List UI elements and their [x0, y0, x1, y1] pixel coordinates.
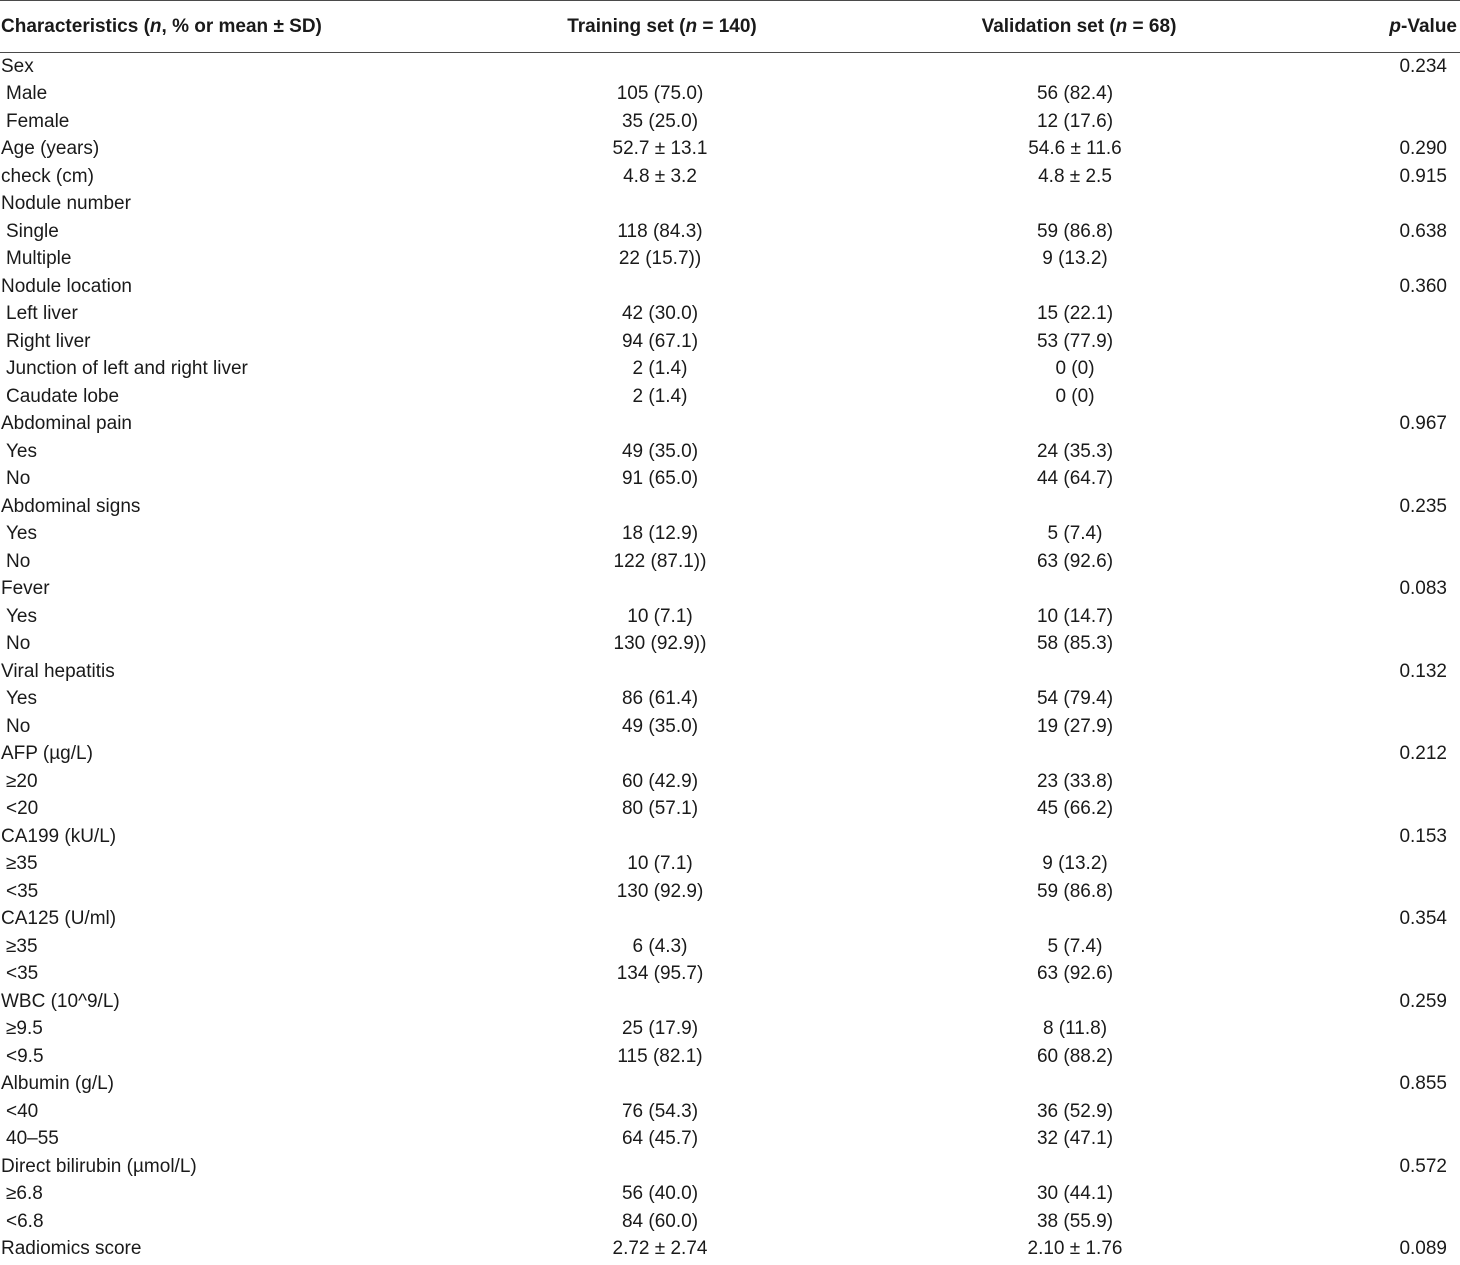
validation-value: 38 (55.9) [1036, 1210, 1114, 1232]
table-row [0, 768, 1460, 796]
training-value: 25 (17.9) [621, 1018, 699, 1040]
table-row [0, 878, 1460, 906]
table-row [0, 823, 1460, 851]
table-row [0, 1236, 1460, 1264]
table-header [0, 1, 1460, 52]
row-label: No [6, 633, 31, 655]
table-row [0, 493, 1460, 521]
table-row [0, 851, 1460, 879]
training-value: 2 (1.4) [632, 385, 688, 407]
validation-value: 63 (92.6) [1036, 550, 1114, 572]
training-value: 84 (60.0) [621, 1210, 699, 1232]
row-label: No [6, 715, 31, 737]
row-label: <20 [6, 798, 39, 820]
table-row [0, 603, 1460, 631]
training-value: 91 (65.0) [621, 468, 699, 490]
training-value: 94 (67.1) [621, 330, 699, 352]
row-label: Right liver [6, 330, 91, 352]
p-value: 0.089 [1399, 1238, 1447, 1260]
table-row [0, 328, 1460, 356]
validation-value: 36 (52.9) [1036, 1100, 1114, 1122]
validation-value: 54 (79.4) [1036, 688, 1114, 710]
row-label: ≥6.8 [6, 1183, 43, 1205]
table-row [0, 411, 1460, 439]
row-label: Male [6, 83, 48, 105]
validation-value: 9 (13.2) [1042, 853, 1108, 875]
table-row [0, 246, 1460, 274]
table-row [0, 631, 1460, 659]
row-label: CA199 (kU/L) [1, 825, 117, 847]
table-row [0, 356, 1460, 384]
table-row [0, 1043, 1460, 1071]
table-row [0, 163, 1460, 191]
training-value: 22 (15.7)) [618, 248, 702, 270]
row-label: No [6, 468, 31, 490]
training-value: 122 (87.1)) [613, 550, 707, 572]
table-row [0, 136, 1460, 164]
training-value: 52.7 ± 13.1 [612, 138, 708, 160]
table-row [0, 466, 1460, 494]
row-label: Albumin (g/L) [1, 1073, 114, 1095]
table-row [0, 521, 1460, 549]
table-row [0, 576, 1460, 604]
header-characteristics: Characteristics (n, % or mean ± SD) [1, 15, 322, 37]
row-label: Multiple [6, 248, 72, 270]
validation-value: 2.10 ± 1.76 [1027, 1238, 1123, 1260]
table-row [0, 191, 1460, 219]
row-label: Nodule number [1, 193, 131, 215]
row-label: Yes [6, 523, 37, 545]
training-value: 64 (45.7) [621, 1128, 699, 1150]
row-label: ≥35 [6, 935, 38, 957]
p-value: 0.290 [1399, 138, 1447, 160]
validation-value: 60 (88.2) [1036, 1045, 1114, 1067]
table-row [0, 741, 1460, 769]
row-label: Radiomics score [1, 1238, 142, 1260]
training-value: 35 (25.0) [621, 110, 699, 132]
row-label: <35 [6, 963, 39, 985]
table-row [0, 301, 1460, 329]
p-value: 0.572 [1399, 1155, 1447, 1177]
header-validation-set: Validation set (n = 68) [981, 15, 1177, 37]
row-label: Fever [1, 578, 50, 600]
table-row [0, 988, 1460, 1016]
table-row [0, 1153, 1460, 1181]
table-row [0, 906, 1460, 934]
row-label: ≥20 [6, 770, 38, 792]
validation-value: 54.6 ± 11.6 [1028, 138, 1122, 160]
validation-value: 10 (14.7) [1036, 605, 1114, 627]
p-value: 0.360 [1399, 275, 1447, 297]
header-p-value: p-Value [1389, 15, 1457, 37]
row-label: Yes [6, 605, 37, 627]
p-value: 0.259 [1399, 990, 1447, 1012]
row-label: <9.5 [6, 1045, 44, 1067]
table-row [0, 438, 1460, 466]
row-label: Caudate lobe [6, 385, 120, 407]
p-value: 0.855 [1399, 1073, 1447, 1095]
validation-value: 0 (0) [1055, 385, 1095, 407]
validation-value: 59 (86.8) [1036, 880, 1114, 902]
row-label: Abdominal pain [1, 413, 132, 435]
validation-value: 9 (13.2) [1042, 248, 1108, 270]
table-row [0, 658, 1460, 686]
validation-value: 4.8 ± 2.5 [1038, 165, 1112, 187]
table-row [0, 548, 1460, 576]
row-label: Left liver [6, 303, 78, 325]
table-row [0, 218, 1460, 246]
training-value: 60 (42.9) [621, 770, 699, 792]
row-label: <40 [6, 1100, 39, 1122]
training-value: 76 (54.3) [621, 1100, 699, 1122]
row-label: AFP (µg/L) [1, 743, 93, 765]
row-label: Sex [1, 55, 34, 77]
training-value: 18 (12.9) [621, 523, 699, 545]
table-row [0, 933, 1460, 961]
training-value: 105 (75.0) [616, 83, 704, 105]
validation-value: 8 (11.8) [1042, 1018, 1108, 1040]
table-row [0, 713, 1460, 741]
p-value: 0.354 [1399, 908, 1447, 930]
row-label: Age (years) [1, 138, 100, 160]
p-value: 0.967 [1399, 413, 1447, 435]
p-value: 0.212 [1399, 743, 1447, 765]
table-row [0, 81, 1460, 109]
validation-value: 23 (33.8) [1036, 770, 1114, 792]
row-label: <6.8 [6, 1210, 44, 1232]
training-value: 2.72 ± 2.74 [612, 1238, 708, 1260]
validation-value: 24 (35.3) [1036, 440, 1114, 462]
training-value: 80 (57.1) [621, 798, 699, 820]
training-value: 4.8 ± 3.2 [623, 165, 697, 187]
table-body [0, 53, 1460, 1263]
p-value: 0.234 [1399, 55, 1447, 77]
training-value: 130 (92.9)) [613, 633, 707, 655]
validation-value: 12 (17.6) [1036, 110, 1114, 132]
validation-value: 59 (86.8) [1036, 220, 1114, 242]
training-value: 49 (35.0) [621, 440, 699, 462]
row-label: CA125 (U/ml) [1, 908, 117, 930]
row-label: <35 [6, 880, 39, 902]
validation-value: 58 (85.3) [1036, 633, 1114, 655]
table-row [0, 1098, 1460, 1126]
validation-value: 45 (66.2) [1036, 798, 1114, 820]
row-label: Viral hepatitis [1, 660, 115, 682]
training-value: 49 (35.0) [621, 715, 699, 737]
validation-value: 15 (22.1) [1036, 303, 1114, 325]
table-row [0, 961, 1460, 989]
validation-value: 30 (44.1) [1036, 1183, 1114, 1205]
training-value: 130 (92.9) [616, 880, 704, 902]
validation-value: 32 (47.1) [1036, 1128, 1114, 1150]
training-value: 118 (84.3) [617, 220, 703, 242]
p-value: 0.153 [1399, 825, 1447, 847]
table-row [0, 383, 1460, 411]
row-label: 40–55 [6, 1128, 59, 1150]
training-value: 42 (30.0) [621, 303, 699, 325]
row-label: No [6, 550, 31, 572]
p-value: 0.638 [1399, 220, 1447, 242]
header-training-set: Training set (n = 140) [567, 15, 757, 37]
table-row [0, 686, 1460, 714]
table-row [0, 273, 1460, 301]
row-label: Female [6, 110, 70, 132]
row-label: check (cm) [1, 165, 94, 187]
validation-value: 56 (82.4) [1036, 83, 1114, 105]
table-row [0, 108, 1460, 136]
validation-value: 0 (0) [1055, 358, 1095, 380]
validation-value: 19 (27.9) [1036, 715, 1114, 737]
validation-value: 5 (7.4) [1047, 523, 1103, 545]
training-value: 134 (95.7) [616, 963, 704, 985]
table-row [0, 53, 1460, 81]
row-label: Junction of left and right liver [6, 358, 248, 380]
validation-value: 44 (64.7) [1036, 468, 1114, 490]
table-row [0, 1071, 1460, 1099]
row-label: Direct bilirubin (µmol/L) [1, 1155, 197, 1177]
training-value: 115 (82.1) [617, 1045, 703, 1067]
training-value: 10 (7.1) [627, 605, 693, 627]
row-label: WBC (10^9/L) [1, 990, 120, 1012]
row-label: ≥9.5 [6, 1018, 43, 1040]
table-row [0, 796, 1460, 824]
table-row [0, 1126, 1460, 1154]
p-value: 0.132 [1399, 660, 1447, 682]
validation-value: 63 (92.6) [1036, 963, 1114, 985]
row-label: Yes [6, 688, 37, 710]
table-row [0, 1016, 1460, 1044]
training-value: 10 (7.1) [627, 853, 693, 875]
table-row [0, 1181, 1460, 1209]
validation-value: 53 (77.9) [1036, 330, 1114, 352]
training-value: 6 (4.3) [632, 935, 688, 957]
p-value: 0.083 [1399, 578, 1447, 600]
row-label: Single [6, 220, 59, 242]
p-value: 0.235 [1399, 495, 1447, 517]
training-value: 2 (1.4) [632, 358, 688, 380]
row-label: Nodule location [1, 275, 132, 297]
row-label: Yes [6, 440, 37, 462]
row-label: Abdominal signs [1, 495, 141, 517]
p-value: 0.915 [1399, 165, 1447, 187]
table-row [0, 1208, 1460, 1236]
training-value: 86 (61.4) [621, 688, 699, 710]
training-value: 56 (40.0) [621, 1183, 699, 1205]
validation-value: 5 (7.4) [1047, 935, 1103, 957]
row-label: ≥35 [6, 853, 38, 875]
